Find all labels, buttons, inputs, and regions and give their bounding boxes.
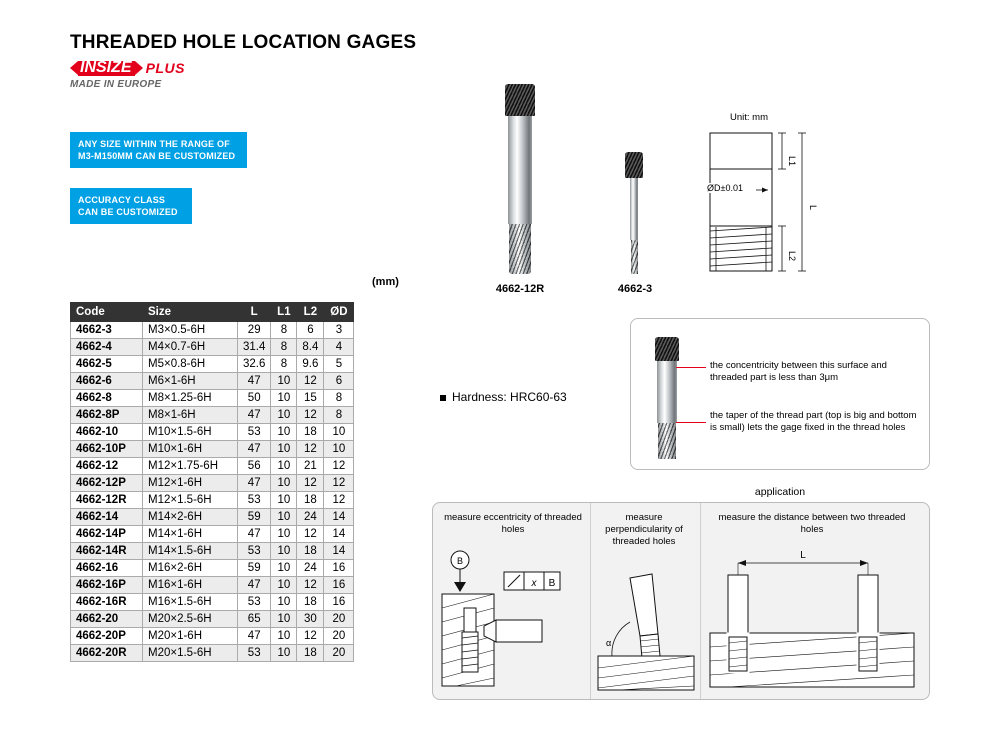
cell-l1: 10 [271, 407, 297, 424]
cell-d: 10 [324, 441, 354, 458]
note-concentricity: the concentricity between this surface and threaded part is less than 3μm [710, 360, 887, 383]
table-row [71, 373, 354, 390]
table-row [71, 407, 354, 424]
page-title: THREADED HOLE LOCATION GAGES [70, 32, 417, 53]
hardness-note [440, 390, 567, 404]
cell-l: 31.4 [238, 339, 271, 356]
cell-l: 56 [238, 458, 271, 475]
cell-l2: 30 [297, 611, 324, 628]
cell-l2: 18 [297, 543, 324, 560]
table-row [71, 424, 354, 441]
product-photo-4662-3 [625, 152, 643, 274]
specification-table [70, 302, 354, 662]
cell-l1: 10 [271, 475, 297, 492]
cell-d: 20 [324, 628, 354, 645]
product-photo-4662-12r [505, 84, 535, 274]
cell-l: 47 [238, 526, 271, 543]
cell-size: M4×0.7-6H [143, 339, 238, 356]
cell-l2: 21 [297, 458, 324, 475]
cell-d: 20 [324, 645, 354, 662]
cell-code: 4662-16R [71, 594, 143, 611]
svg-text:L: L [800, 550, 806, 561]
col-size: Size [143, 303, 238, 322]
caption-4662-12r: 4662-12R [495, 283, 545, 295]
insize-logo-icon [70, 58, 143, 76]
cell-code: 4662-8 [71, 390, 143, 407]
cell-size: M6×1-6H [143, 373, 238, 390]
cell-size: M16×1-6H [143, 577, 238, 594]
cell-d: 14 [324, 509, 354, 526]
dimension-drawing [690, 108, 920, 283]
cell-d: 12 [324, 475, 354, 492]
cell-d: 20 [324, 611, 354, 628]
cell-d: 4 [324, 339, 354, 356]
cell-l: 47 [238, 373, 271, 390]
cell-l2: 9.6 [297, 356, 324, 373]
cell-code: 4662-10 [71, 424, 143, 441]
threaded-tip [509, 224, 531, 274]
cell-l1: 8 [271, 356, 297, 373]
cell-l: 47 [238, 577, 271, 594]
brand-subtitle: MADE IN EUROPE [70, 79, 162, 90]
cell-l: 53 [238, 594, 271, 611]
app-caption-eccentricity: measure eccentricity of threaded holes [444, 512, 582, 535]
table-row [71, 560, 354, 577]
note-knurled-head [655, 337, 679, 361]
ground-shank-small [630, 178, 638, 240]
cell-l1: 10 [271, 458, 297, 475]
cell-l1: 10 [271, 611, 297, 628]
table-row [71, 543, 354, 560]
app-diagram-eccentricity [440, 548, 588, 693]
col-l1: L1 [271, 303, 297, 322]
cell-l2: 24 [297, 560, 324, 577]
cell-code: 4662-4 [71, 339, 143, 356]
knurled-head [505, 84, 535, 116]
cell-l2: 8.4 [297, 339, 324, 356]
cell-l2: 18 [297, 424, 324, 441]
cell-l2: 12 [297, 441, 324, 458]
cell-l: 59 [238, 560, 271, 577]
table-row [71, 526, 354, 543]
cell-l: 29 [238, 322, 271, 339]
cell-code: 4662-16P [71, 577, 143, 594]
cell-l2: 12 [297, 628, 324, 645]
cell-l: 32.6 [238, 356, 271, 373]
hardness-text: Hardness: HRC60-63 [452, 390, 567, 404]
cell-l1: 10 [271, 424, 297, 441]
application-title: application [754, 486, 806, 498]
cell-l1: 10 [271, 645, 297, 662]
cell-l: 53 [238, 424, 271, 441]
cell-d: 16 [324, 594, 354, 611]
cell-l1: 8 [271, 322, 297, 339]
cell-d: 6 [324, 373, 354, 390]
cell-d: 14 [324, 526, 354, 543]
note-threaded-tip [658, 423, 676, 459]
cell-l2: 15 [297, 390, 324, 407]
table-row [71, 339, 354, 356]
cell-l1: 10 [271, 594, 297, 611]
cell-d: 3 [324, 322, 354, 339]
bullet-square-icon [440, 395, 446, 401]
cell-l: 47 [238, 407, 271, 424]
caption-4662-3: 4662-3 [617, 283, 653, 295]
cell-code: 4662-12R [71, 492, 143, 509]
cell-code: 4662-12 [71, 458, 143, 475]
svg-text:α: α [606, 638, 612, 648]
table-row [71, 594, 354, 611]
cell-code: 4662-5 [71, 356, 143, 373]
cell-d: 8 [324, 390, 354, 407]
app-diagram-perpendicularity [596, 560, 696, 694]
cell-size: M20×2.5-6H [143, 611, 238, 628]
cell-l1: 10 [271, 543, 297, 560]
cell-size: M12×1.5-6H [143, 492, 238, 509]
app-caption-perpendicularity: measure perpendicularity of threaded holes [605, 512, 683, 547]
svg-text:L2: L2 [787, 251, 797, 262]
cell-l1: 10 [271, 628, 297, 645]
arrow-left-icon [70, 61, 78, 75]
table-row [71, 645, 354, 662]
cell-code: 4662-20R [71, 645, 143, 662]
cell-l: 50 [238, 390, 271, 407]
cell-size: M20×1-6H [143, 628, 238, 645]
cell-l: 47 [238, 628, 271, 645]
dim-diameter-label: ØD±0.01 [707, 183, 743, 193]
leader-line-taper [676, 422, 706, 423]
cell-l1: 10 [271, 492, 297, 509]
svg-text:x: x [531, 578, 537, 589]
cell-d: 16 [324, 560, 354, 577]
cell-code: 4662-12P [71, 475, 143, 492]
table-row [71, 611, 354, 628]
leader-line-concentricity [676, 367, 706, 368]
cell-l: 59 [238, 509, 271, 526]
app-caption-distance: measure the distance between two threaded holes [718, 512, 906, 535]
cell-l: 47 [238, 441, 271, 458]
cell-l1: 10 [271, 373, 297, 390]
cell-size: M8×1.25-6H [143, 390, 238, 407]
cell-code: 4662-3 [71, 322, 143, 339]
cell-size: M10×1.5-6H [143, 424, 238, 441]
table-row [71, 509, 354, 526]
cell-size: M20×1.5-6H [143, 645, 238, 662]
cell-size: M16×2-6H [143, 560, 238, 577]
cell-l: 47 [238, 475, 271, 492]
cell-code: 4662-10P [71, 441, 143, 458]
cell-size: M16×1.5-6H [143, 594, 238, 611]
cell-l1: 10 [271, 441, 297, 458]
cell-d: 12 [324, 492, 354, 509]
note-ground-shank [657, 361, 677, 423]
table-row [71, 577, 354, 594]
cell-l: 65 [238, 611, 271, 628]
table-row [71, 441, 354, 458]
table-unit-label: (mm) [372, 276, 399, 288]
svg-text:L1: L1 [787, 156, 797, 167]
drawing-unit-note: Unit: mm [730, 112, 768, 123]
badge-accuracy-class: ACCURACY CLASS CAN BE CUSTOMIZED [70, 188, 192, 224]
cell-size: M5×0.8-6H [143, 356, 238, 373]
cell-d: 14 [324, 543, 354, 560]
cell-d: 16 [324, 577, 354, 594]
app-divider-1 [590, 503, 591, 699]
cell-d: 10 [324, 424, 354, 441]
cell-l1: 10 [271, 390, 297, 407]
svg-text:B: B [456, 556, 464, 566]
cell-l2: 6 [297, 322, 324, 339]
cell-l2: 12 [297, 577, 324, 594]
arrow-right-icon [135, 61, 143, 75]
table-row [71, 322, 354, 339]
table-header-row [71, 303, 354, 322]
cell-l: 53 [238, 492, 271, 509]
cell-l2: 18 [297, 492, 324, 509]
badge-custom-size: ANY SIZE WITHIN THE RANGE OF M3-M150MM CAN BE CUSTOMIZED [70, 132, 247, 168]
cell-l1: 10 [271, 509, 297, 526]
cell-size: M14×1.5-6H [143, 543, 238, 560]
table-row [71, 492, 354, 509]
cell-l2: 12 [297, 407, 324, 424]
cell-l2: 18 [297, 645, 324, 662]
threaded-tip-small [631, 240, 638, 274]
col-l: L [238, 303, 271, 322]
brand-logo [70, 60, 185, 90]
col-d: ØD [324, 303, 354, 322]
cell-code: 4662-20 [71, 611, 143, 628]
note-taper: the taper of the thread part (top is big and bottom is small) lets the gage fixed in the thread holes [710, 410, 917, 433]
cell-l2: 24 [297, 509, 324, 526]
table-row [71, 390, 354, 407]
col-code: Code [71, 303, 143, 322]
cell-code: 4662-14R [71, 543, 143, 560]
ground-shank [508, 116, 532, 224]
cell-code: 4662-8P [71, 407, 143, 424]
cell-size: M8×1-6H [143, 407, 238, 424]
cell-code: 4662-16 [71, 560, 143, 577]
cell-l2: 12 [297, 526, 324, 543]
cell-l1: 8 [271, 339, 297, 356]
cell-size: M10×1-6H [143, 441, 238, 458]
brand-name: INSIZE [78, 61, 135, 76]
col-l2: L2 [297, 303, 324, 322]
cell-l: 53 [238, 543, 271, 560]
cell-size: M14×2-6H [143, 509, 238, 526]
cell-size: M12×1-6H [143, 475, 238, 492]
cell-code: 4662-14P [71, 526, 143, 543]
cell-size: M3×0.5-6H [143, 322, 238, 339]
cell-d: 8 [324, 407, 354, 424]
cell-l1: 10 [271, 526, 297, 543]
cell-l1: 10 [271, 577, 297, 594]
knurled-head-small [625, 152, 643, 178]
table-row [71, 356, 354, 373]
cell-size: M12×1.75-6H [143, 458, 238, 475]
cell-d: 5 [324, 356, 354, 373]
cell-size: M14×1-6H [143, 526, 238, 543]
cell-code: 4662-14 [71, 509, 143, 526]
cell-l1: 10 [271, 560, 297, 577]
app-diagram-distance [708, 545, 916, 695]
cell-code: 4662-20P [71, 628, 143, 645]
note-panel-gage-illustration [655, 337, 679, 459]
app-divider-2 [700, 503, 701, 699]
table-row [71, 628, 354, 645]
cell-code: 4662-6 [71, 373, 143, 390]
brand-plus: PLUS [145, 60, 185, 76]
table-row [71, 475, 354, 492]
cell-l2: 12 [297, 475, 324, 492]
svg-text:L: L [808, 205, 818, 211]
cell-l2: 18 [297, 594, 324, 611]
table-row [71, 458, 354, 475]
cell-d: 12 [324, 458, 354, 475]
cell-l2: 12 [297, 373, 324, 390]
svg-text:B: B [548, 578, 556, 589]
cell-l: 53 [238, 645, 271, 662]
